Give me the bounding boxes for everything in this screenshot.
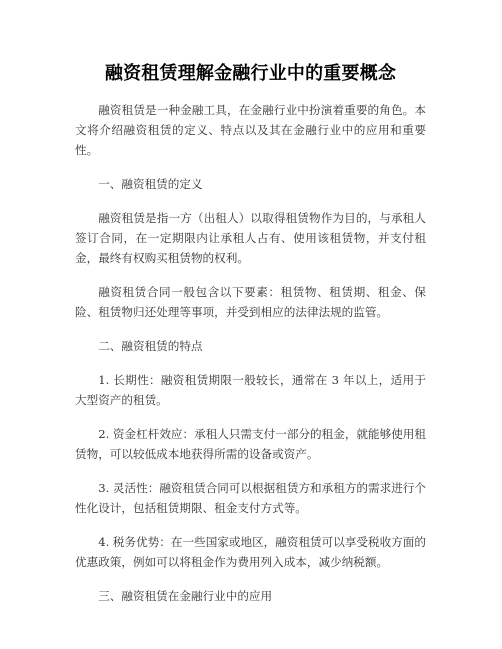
intro-paragraph: 融资租赁是一种金融工具，在金融行业中扮演着重要的角色。本文将介绍融资租赁的定义、特点以及其在金融行业中的应用和重要性。 <box>75 103 426 157</box>
feature-item-1: 1. 长期性：融资租赁期限一般较长，通常在 3 年以上，适用于大型资产的租赁。 <box>75 373 426 407</box>
document-title: 融资租赁理解金融行业中的重要概念 <box>104 63 397 84</box>
feature-item-4: 4. 税务优势：在一些国家或地区，融资租赁可以享受税收方面的优惠政策，例如可以将租金作为费用列入成本，减少纳税额。 <box>75 535 426 569</box>
section-heading-applications: 三、融资租赁在金融行业中的应用 <box>98 589 273 603</box>
section-heading-definition: 一、融资租赁的定义 <box>98 177 203 191</box>
definition-paragraph-2: 融资租赁合同一般包含以下要素：租赁物、租赁期、租金、保险、租赁物归还处理等事项，并受到相应的法律法规的监管。 <box>75 285 426 319</box>
feature-item-2: 2. 资金杠杆效应：承租人只需支付一部分的租金，就能够使用租赁物，可以较低成本地获得所需的设备或资产。 <box>75 427 426 461</box>
section-heading-features: 二、融资租赁的特点 <box>98 339 203 353</box>
feature-item-3: 3. 灵活性：融资租赁合同可以根据租赁方和承租方的需求进行个性化设计，包括租赁期限、租金支付方式等。 <box>75 481 426 515</box>
definition-paragraph-1: 融资租赁是指一方（出租人）以取得租赁物作为目的，与承租人签订合同，在一定期限内让承租人占有、使用该租赁物，并支付租金，最终有权购买租赁物的权利。 <box>75 211 426 265</box>
